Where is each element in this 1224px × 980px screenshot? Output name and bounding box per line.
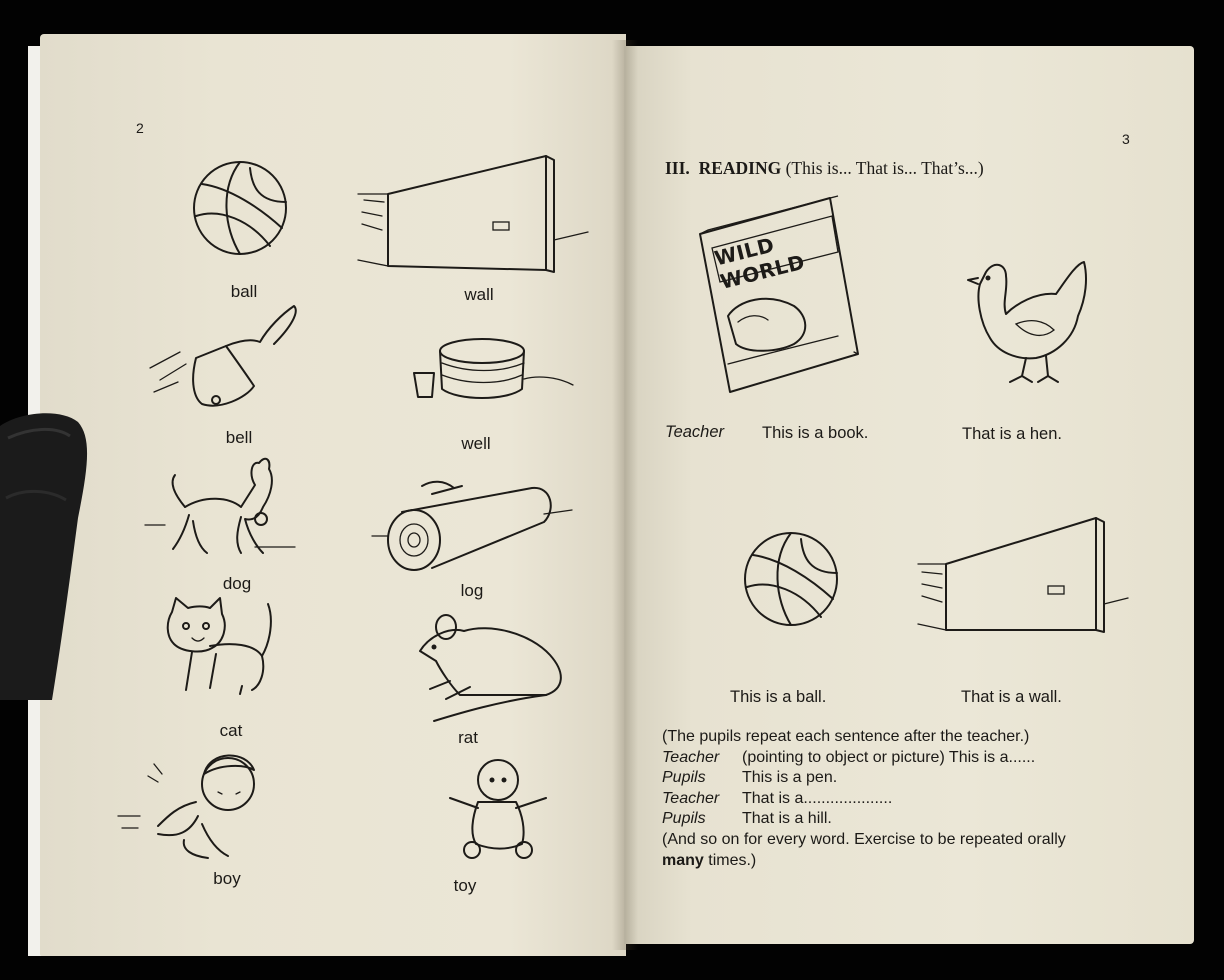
- instruction-line: [662, 768, 1128, 789]
- instruction-line: [662, 851, 1128, 872]
- instruction-text: This is a pen.: [742, 769, 838, 787]
- instruction-text: (pointing to object or picture) This is a......: [742, 748, 1036, 766]
- word-log: log: [460, 581, 484, 600]
- log-illustration: [372, 474, 572, 574]
- word-toy: toy: [453, 876, 477, 895]
- instruction-text: That is a....................: [742, 789, 893, 807]
- sentence-ball: This is a ball.: [730, 688, 827, 706]
- sentence-wall: That is a wall.: [961, 688, 1062, 706]
- word-cat: cat: [219, 721, 243, 740]
- word-dog: dog: [222, 574, 252, 593]
- instruction-line: (And so on for every word. Exercise to be repeated orally: [662, 830, 1066, 848]
- page-number-right: 3: [1122, 131, 1130, 147]
- book-illustration: [698, 196, 860, 394]
- ball-illustration: [190, 158, 290, 258]
- word-well: well: [461, 434, 491, 453]
- page-number-left: 2: [136, 120, 144, 136]
- section-heading: [665, 158, 984, 179]
- wall-illustration: [358, 150, 588, 275]
- section-title: READING: [698, 158, 782, 178]
- dog-illustration: [145, 455, 295, 560]
- sentence-book: This is a book.: [762, 424, 869, 442]
- wall-illustration-right: [918, 514, 1128, 634]
- rat-illustration: [420, 605, 570, 721]
- instructions: [662, 727, 1128, 871]
- instruction-label: Teacher: [662, 748, 720, 766]
- word-rat: rat: [458, 728, 478, 747]
- book-cover-title: WILD WORLD: [711, 232, 808, 294]
- instruction-line: [662, 748, 1128, 769]
- well-illustration: [408, 335, 573, 405]
- instruction-line: [662, 809, 1128, 830]
- word-ball: ball: [230, 282, 258, 301]
- hen-illustration: [966, 258, 1088, 388]
- ball-illustration-right: [741, 529, 841, 629]
- toy-illustration: [442, 758, 552, 860]
- sentence-hen: That is a hen.: [962, 425, 1062, 443]
- instruction-label: Teacher: [662, 789, 720, 807]
- instruction-label: Pupils: [662, 769, 706, 787]
- word-boy: boy: [213, 869, 241, 888]
- speaker-teacher: Teacher: [665, 423, 725, 441]
- instruction-label: Pupils: [662, 810, 706, 828]
- instruction-line: (The pupils repeat each sentence after the teacher.): [662, 728, 1030, 745]
- instruction-text: times.): [708, 851, 757, 869]
- instruction-emphasis: many: [662, 851, 704, 869]
- boy-illustration: [118, 746, 268, 861]
- section-subtitle: (This is... That is... That’s...): [785, 158, 984, 178]
- word-bell: bell: [225, 428, 253, 447]
- word-wall: wall: [464, 285, 494, 304]
- cat-illustration: [162, 596, 277, 698]
- dark-fabric: [0, 408, 90, 700]
- book-gutter: [612, 40, 638, 950]
- bell-illustration: [150, 302, 300, 414]
- instruction-line: [662, 789, 1128, 810]
- section-number: III.: [665, 158, 690, 178]
- instruction-text: That is a hill.: [742, 810, 832, 828]
